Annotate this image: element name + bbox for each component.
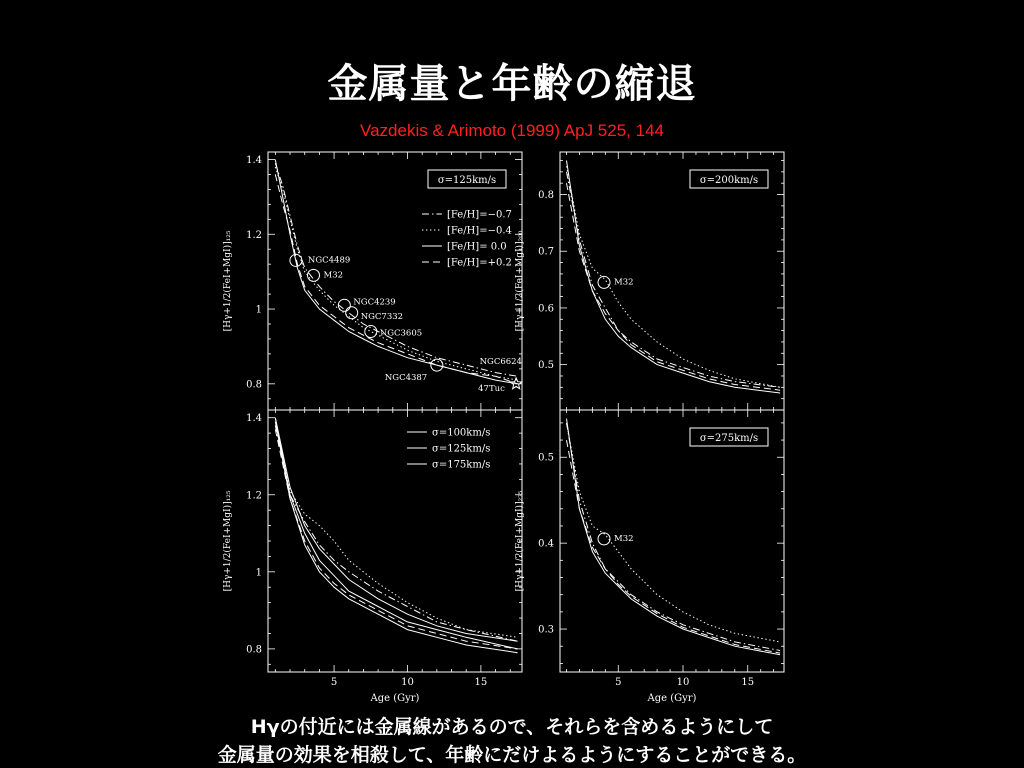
series-line-3: [567, 440, 781, 653]
x-tick-label: 5: [615, 677, 622, 688]
sigma-box-label: σ=275km/s: [699, 433, 759, 444]
galaxy-marker: [346, 307, 358, 319]
plot-frame: [560, 410, 784, 672]
y-axis-label: [Hγ+1/2(FeI+MgI)]₂₀₀: [515, 230, 525, 332]
y-tick-label: 0.5: [538, 452, 554, 464]
series-line-2: [567, 161, 781, 394]
caption-line-2: 金属量の効果を相殺して、年齢にだけよるようにすることができる。: [217, 744, 807, 766]
chart-panel-top-right: [514, 152, 784, 410]
galaxy-label: M32: [323, 270, 344, 281]
x-tick-label: 15: [474, 677, 488, 688]
legend-label: σ=125km/s: [432, 443, 491, 455]
galaxy-label: M32: [614, 277, 634, 288]
chart-panel-bottom-left: [222, 410, 522, 704]
caption-line-1: Hγの付近には金属線があるので、それらを含めるようにして: [250, 716, 774, 738]
series-line-1: [275, 167, 517, 380]
y-tick-label: 0.8: [538, 190, 554, 202]
citation-text: Vazdekis & Arimoto (1999) ApJ 525, 144: [360, 121, 664, 140]
y-tick-label: 0.8: [246, 644, 262, 656]
legend-label: [Fe/H]= 0.0: [447, 241, 507, 253]
legend-label: [Fe/H]=−0.7: [447, 209, 512, 221]
y-tick-label: 0.7: [538, 246, 554, 258]
x-tick-label: 15: [741, 677, 755, 688]
x-tick-label: 10: [676, 677, 690, 688]
x-axis-label: Age (Gyr): [647, 693, 697, 704]
legend-label: σ=175km/s: [432, 459, 491, 471]
slide-title: 金属量と年齢の縮退: [327, 61, 697, 107]
series-line-1: [567, 166, 781, 387]
x-axis-label: Age (Gyr): [370, 693, 420, 704]
y-tick-label: 1.2: [246, 229, 262, 241]
series-line-3: [567, 183, 781, 390]
x-tick-label: 5: [330, 677, 338, 688]
galaxy-label: NGC6624: [479, 356, 522, 367]
legend-label: σ=100km/s: [432, 427, 491, 439]
legend-label: [Fe/H]=+0.2: [447, 257, 512, 269]
sigma-box-label: σ=125km/s: [437, 175, 497, 186]
y-tick-label: 0.6: [538, 303, 554, 315]
galaxy-label: NGC3605: [379, 328, 423, 339]
y-tick-label: 0.8: [246, 379, 262, 391]
plot-frame: [560, 152, 784, 410]
galaxy-label: NGC4387: [384, 373, 428, 384]
galaxy-label: 47Tuc: [478, 383, 505, 394]
galaxy-marker: [338, 299, 350, 311]
series-line-3: [275, 174, 517, 383]
series-line-2: [275, 160, 517, 384]
galaxy-label: NGC4239: [353, 297, 396, 308]
sigma-box-label: σ=200km/s: [699, 175, 759, 186]
x-tick-label: 10: [401, 677, 414, 688]
legend-label: [Fe/H]=−0.4: [447, 225, 512, 237]
y-tick-label: 0.3: [538, 624, 554, 636]
chart-panel-top-left: [222, 152, 522, 410]
y-tick-label: 1.2: [246, 490, 262, 502]
y-tick-label: 0.4: [538, 538, 554, 550]
y-tick-label: 0.5: [538, 360, 554, 372]
galaxy-marker: [308, 269, 320, 281]
y-tick-label: 1: [255, 304, 262, 316]
y-tick-label: 1: [255, 567, 262, 579]
y-axis-label: [Hγ+1/2(FeI+MgI)]₁₂₅: [223, 230, 233, 332]
galaxy-label: NGC4489: [307, 255, 351, 266]
chart-panel-bottom-right: [514, 410, 784, 704]
series-line-1: [567, 423, 781, 642]
y-tick-label: 1.4: [246, 413, 262, 425]
galaxy-label: M32: [614, 533, 634, 544]
plot-frame: [268, 152, 522, 410]
y-tick-label: 1.4: [246, 154, 262, 166]
y-axis-label: [Hγ+1/2(FeI+MgI)]₂₇₅: [515, 490, 525, 592]
galaxy-label: NGC7332: [360, 311, 404, 322]
galaxy-marker: [598, 533, 610, 545]
y-axis-label: [Hγ+1/2(FeI+MgI)]₁₂₅: [223, 490, 233, 592]
figure: [210, 146, 810, 706]
